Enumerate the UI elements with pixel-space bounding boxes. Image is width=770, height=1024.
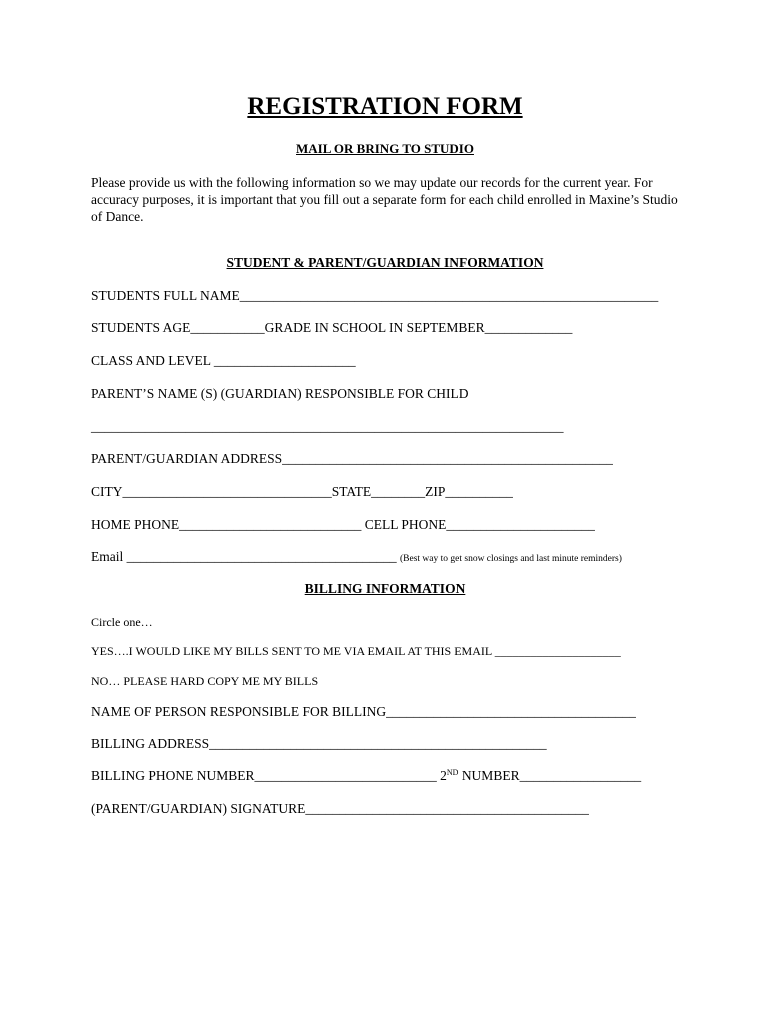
email-row <box>91 548 622 568</box>
email-field[interactable]: Email ________________________________________ <box>91 549 397 564</box>
student-age-grade-field[interactable]: STUDENTS AGE___________GRADE IN SCHOOL IN SEPTEMBER_____________ <box>91 320 573 335</box>
billing-section-heading: BILLING INFORMATION <box>304 581 466 596</box>
billing-phone-row[interactable] <box>91 767 641 784</box>
intro-paragraph: Please provide us with the following information so we may update our records for the current year. For accuracy purposes, it is important that you fill out a separate form for each child enrolled in Maxine’s Studio of Dance. <box>91 175 678 224</box>
class-level-field[interactable]: CLASS AND LEVEL _____________________ <box>91 353 356 368</box>
email-note: (Best way to get snow closings and last minute reminders) <box>400 554 622 564</box>
parent-address-field[interactable]: PARENT/GUARDIAN ADDRESS_________________________________________________ <box>91 451 613 466</box>
student-full-name-field[interactable]: STUDENTS FULL NAME______________________________________________________________ <box>91 288 659 303</box>
billing-responsible-field[interactable]: NAME OF PERSON RESPONSIBLE FOR BILLING_____________________________________ <box>91 704 636 719</box>
signature-field[interactable]: (PARENT/GUARDIAN) SIGNATURE__________________________________________ <box>91 801 589 816</box>
parent-name-label: PARENT’S NAME (S) (GUARDIAN) RESPONSIBLE FOR CHILD <box>91 386 469 401</box>
billing-phone-field[interactable]: BILLING PHONE NUMBER___________________________ 2 <box>91 768 447 783</box>
billing-hard-copy-option[interactable]: NO… PLEASE HARD COPY ME MY BILLS <box>91 674 319 688</box>
student-section-heading: STUDENT & PARENT/GUARDIAN INFORMATION <box>226 255 544 270</box>
billing-address-field[interactable]: BILLING ADDRESS__________________________________________________ <box>91 736 547 751</box>
second-superscript: ND <box>446 768 459 777</box>
form-title: REGISTRATION FORM <box>247 93 523 120</box>
billing-email-option[interactable]: YES….I WOULD LIKE MY BILLS SENT TO ME VIA EMAIL AT THIS EMAIL _____________________ <box>91 644 621 658</box>
circle-one-label: Circle one… <box>91 615 153 629</box>
form-subtitle: MAIL OR BRING TO STUDIO <box>296 141 474 156</box>
parent-name-field[interactable]: ______________________________________________________________________ <box>91 419 564 434</box>
second-number-field[interactable]: NUMBER__________________ <box>458 768 642 783</box>
phone-fields[interactable]: HOME PHONE___________________________ CELL PHONE______________________ <box>91 517 595 532</box>
city-state-zip-field[interactable]: CITY_______________________________STATE________ZIP__________ <box>91 484 513 499</box>
